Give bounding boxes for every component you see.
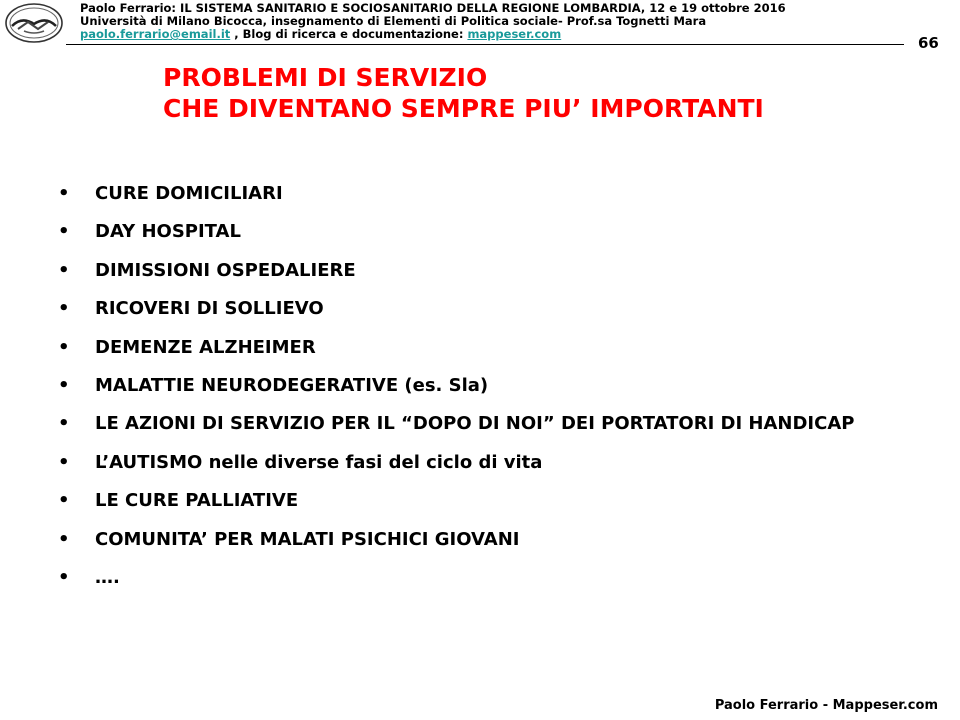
list-item [58, 447, 858, 479]
list-item-text: COMUNITA’ PER MALATI PSICHICI GIOVANI [95, 528, 520, 550]
slide-header [80, 2, 940, 41]
bullet-icon: • [58, 413, 70, 435]
site-link[interactable]: mappeser.com [467, 27, 562, 41]
list-item-text: MALATTIE NEURODEGERATIVE (es. Sla) [95, 374, 489, 396]
list-item [58, 370, 858, 402]
bullet-icon: • [58, 566, 70, 588]
list-item-text: LE CURE PALLIATIVE [95, 490, 299, 512]
bullet-icon: • [58, 183, 70, 204]
list-item-text: DIMISSIONI OSPEDALIERE [95, 259, 356, 281]
bullet-icon: • [58, 490, 70, 512]
title-line-1: PROBLEMI DI SERVIZIO [163, 63, 488, 92]
list-item [58, 408, 858, 440]
list-item [58, 255, 858, 287]
header-course-line: Paolo Ferrario: IL SISTEMA SANITARIO E SOCIOSANITARIO DELLA REGIONE LOMBARDIA, 12 e 19 ottobre 2016 [80, 1, 786, 15]
list-item [58, 216, 858, 248]
header-university-line: Università di Milano Bicocca, insegnamento di Elementi di Politica sociale- Prof.sa Tognetti Mara [80, 14, 707, 28]
header-blog-label: , Blog di ricerca e documentazione: [230, 27, 468, 41]
bullet-icon: • [58, 528, 70, 550]
list-item [58, 524, 858, 556]
header-divider [66, 44, 904, 45]
list-item [58, 332, 858, 364]
page-number: 66 [918, 34, 939, 52]
list-item [58, 562, 858, 594]
list-item-text: CURE DOMICILIARI [95, 183, 283, 204]
list-item-text: DEMENZE ALZHEIMER [95, 336, 316, 358]
footer-credit: Paolo Ferrario - Mappeser.com [714, 698, 938, 713]
bullet-list [58, 178, 858, 600]
list-item-text: DAY HOSPITAL [95, 221, 241, 243]
slide-title [163, 62, 764, 124]
bullet-icon: • [58, 374, 70, 396]
list-item-text: LE AZIONI DI SERVIZIO PER IL “DOPO DI NOI” DEI PORTATORI DI HANDICAP [95, 413, 855, 435]
bullet-icon: • [58, 259, 70, 281]
list-item [58, 293, 858, 325]
list-item-text: RICOVERI DI SOLLIEVO [95, 298, 324, 320]
bullet-icon: • [58, 221, 70, 243]
list-item-text: L’AUTISMO nelle diverse fasi del ciclo di vita [95, 451, 543, 473]
email-link[interactable]: paolo.ferrario@email.it [80, 27, 231, 41]
bullet-icon: • [58, 451, 70, 473]
header-contact-line [80, 28, 940, 41]
bullet-icon: • [58, 298, 70, 320]
title-line-2: CHE DIVENTANO SEMPRE PIU’ IMPORTANTI [163, 94, 764, 123]
list-item-text: …. [95, 566, 120, 588]
handshake-logo-icon [4, 2, 64, 44]
list-item [58, 178, 858, 210]
list-item [58, 485, 858, 517]
bullet-icon: • [58, 336, 70, 358]
